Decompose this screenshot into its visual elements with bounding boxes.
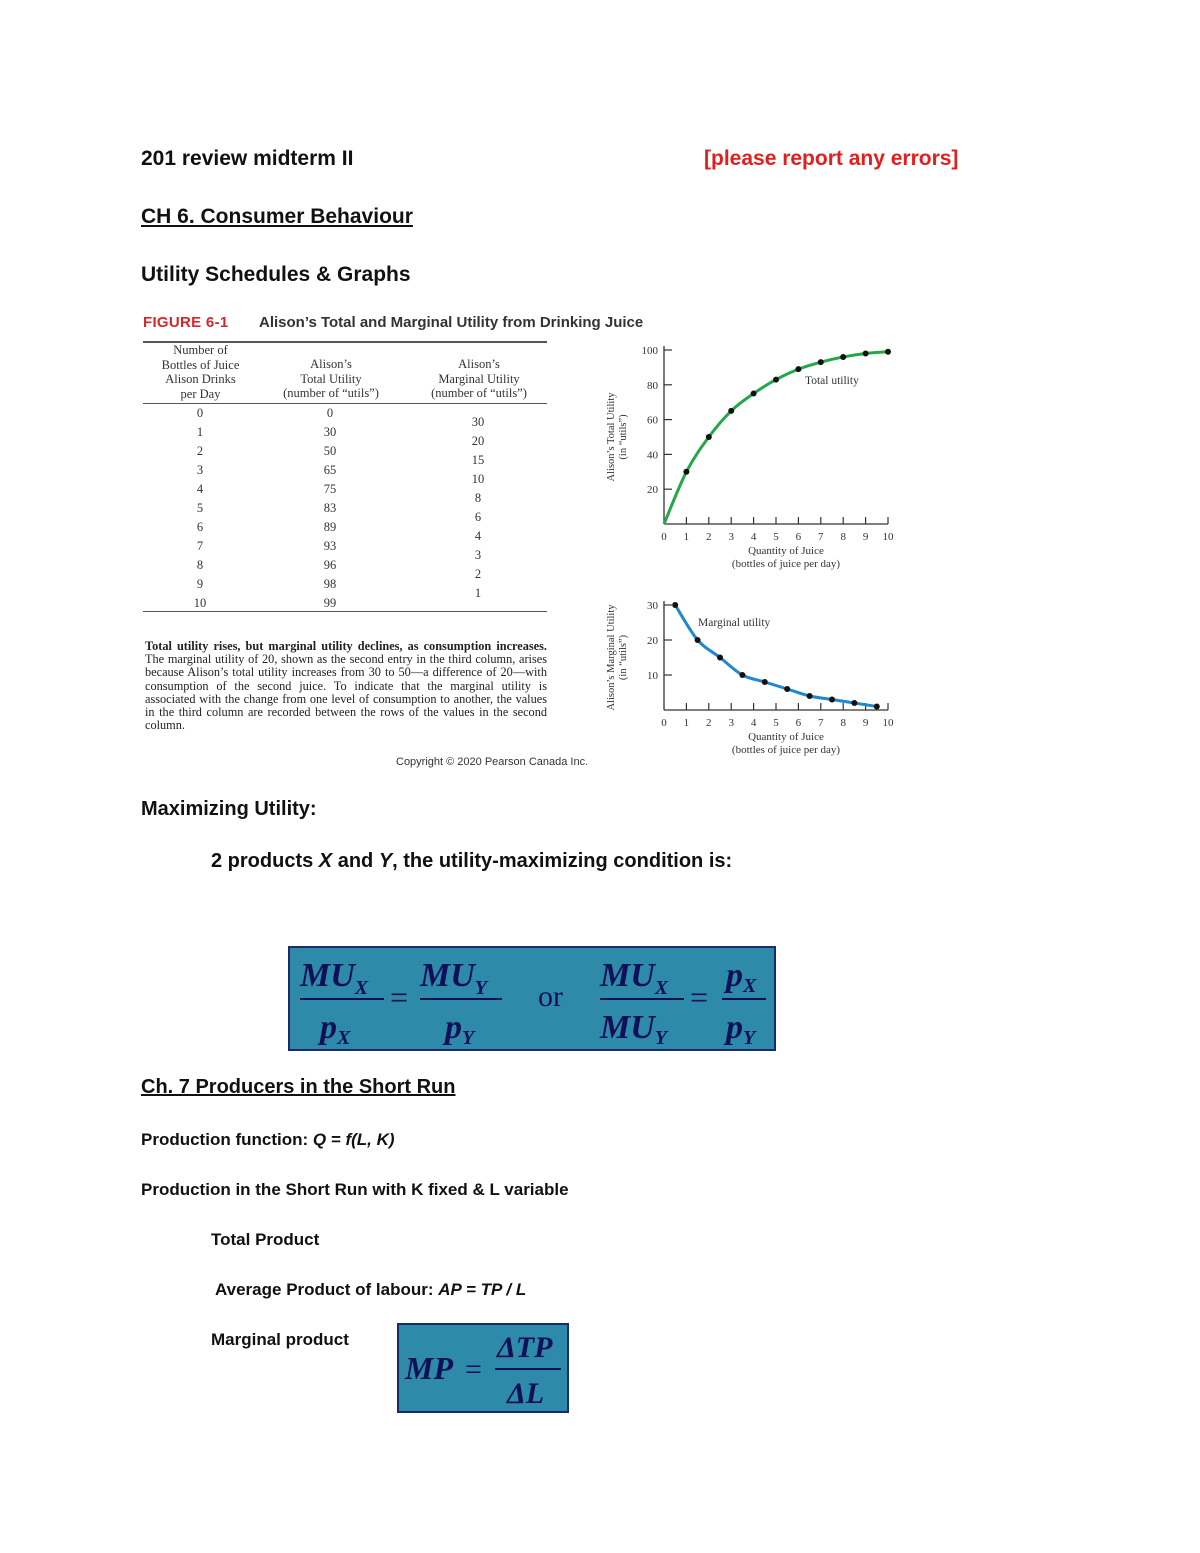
total-utility-y-label <box>606 392 629 482</box>
table-cell-marginal-utility: 1 <box>474 586 482 600</box>
total-utility-data-point <box>683 469 689 475</box>
table-cell-total-utility: 50 <box>323 444 337 458</box>
marginal-utility-x-label: (bottles of juice per day) <box>731 744 841 756</box>
total-utility-data-point <box>840 354 846 360</box>
figure-label: FIGURE 6-1 <box>143 314 229 331</box>
utility-max-formula <box>290 948 774 1049</box>
table-cell-marginal-utility: 3 <box>474 548 482 562</box>
total-utility-data-point <box>773 377 779 383</box>
marginal-utility-y-label <box>606 604 629 711</box>
marginal-utility-data-point <box>807 693 813 699</box>
table-cell-quantity: 1 <box>196 425 204 439</box>
table-cell-marginal-utility: 4 <box>474 529 482 543</box>
formula-mu-y-den: MUY <box>600 1009 668 1049</box>
formula-mp: MP <box>405 1350 453 1386</box>
marginal-utility-x-tick-label: 4 <box>750 717 757 729</box>
formula-delta-tp: ΔTP <box>497 1331 553 1364</box>
marginal-product-formula <box>399 1325 567 1411</box>
total-utility-y-tick-label: 100 <box>641 345 658 357</box>
table-cell-marginal-utility: 20 <box>471 434 485 448</box>
marginal-utility-x-tick-label: 3 <box>728 717 734 729</box>
utility-table <box>143 341 547 611</box>
average-product-line: Average Product of labour: AP = TP / L <box>215 1280 527 1299</box>
marginal-utility-y-tick-label: 10 <box>647 670 658 682</box>
total-utility-x-tick-label: 4 <box>750 531 757 543</box>
formula-mu-x-num-2: $MU_X$ <box>600 957 669 999</box>
formula-mu-x-num: $MU_X$ <box>300 957 369 999</box>
table-cell-quantity: 0 <box>196 406 204 420</box>
maximizing-condition: 2 products X and Y, the utility-maximizing condition is: <box>211 850 733 872</box>
maximizing-heading: Maximizing Utility: <box>141 798 317 820</box>
marginal-utility-x-tick-label: 10 <box>882 717 894 729</box>
ch7-heading: Ch. 7 Producers in the Short Run <box>141 1076 456 1098</box>
total-utility-x-label: (bottles of juice per day) <box>731 558 841 570</box>
table-cell-quantity: 6 <box>196 520 204 534</box>
marginal-utility-data-point <box>739 672 745 678</box>
total-utility-y-tick-label: 40 <box>647 449 658 462</box>
marginal-utility-data-point <box>874 704 880 710</box>
formula-mu-y-num: $MU_Y$ <box>420 957 488 999</box>
table-cell-quantity: 9 <box>196 577 204 591</box>
table-cell-total-utility: 65 <box>323 463 337 477</box>
ch6-heading: CH 6. Consumer Behaviour <box>141 205 413 228</box>
copyright: Copyright © 2020 Pearson Canada Inc. <box>396 756 589 768</box>
total-utility-x-tick-label: 5 <box>773 531 779 543</box>
total-product-label: Total Product <box>211 1230 320 1249</box>
table-cell-total-utility: 30 <box>323 425 337 439</box>
table-cell-marginal-utility: 30 <box>471 415 485 429</box>
total-utility-chart <box>598 338 908 573</box>
total-utility-data-point <box>728 408 734 414</box>
total-utility-x-tick-label: 10 <box>882 531 894 543</box>
formula-or: or <box>538 980 563 1013</box>
formula-p-x-num: pX <box>726 957 757 997</box>
table-header-quantity: Number of Bottles of Juice Alison Drinks per Day <box>161 343 240 401</box>
table-cell-total-utility: 89 <box>323 520 337 534</box>
total-utility-data-point <box>706 434 712 440</box>
figure-caption <box>145 640 547 732</box>
table-cell-total-utility: 75 <box>323 482 337 496</box>
marginal-utility-y-tick-label: 20 <box>647 635 658 647</box>
total-utility-series-label: Total utility <box>805 375 859 387</box>
total-utility-x-tick-label: 9 <box>862 531 869 543</box>
table-cell-quantity: 4 <box>196 482 204 496</box>
marginal-utility-data-point <box>672 602 678 608</box>
marginal-utility-x-tick-label: 6 <box>795 717 802 729</box>
table-header-total: Alison’s Total Utility (number of “utils”) <box>283 357 379 400</box>
total-utility-x-tick-label: 2 <box>706 531 712 543</box>
table-cell-total-utility: 0 <box>326 406 334 420</box>
formula-mp-equals: = <box>465 1353 482 1386</box>
formula-delta-l: ΔL <box>507 1377 545 1410</box>
marginal-utility-x-tick-label: 7 <box>818 717 824 729</box>
production-function-line: Production function: Q = f(L, K) <box>141 1130 395 1149</box>
marginal-utility-y-label-line: Alison’s Marginal Utility <box>606 604 617 711</box>
caption-text: The marginal utility of 20, shown as the second entry in the third column, arises because Alison’s total utility increases from 30 to 50—a difference of 20—with consumption of the second juice. To indicate that the marginal utility is associated with the change from one level of consumption to another, the values in the third column are recorded between the rows of the values in the second column. <box>145 652 547 733</box>
total-utility-data-point <box>795 366 801 372</box>
table-cell-quantity: 2 <box>196 444 204 458</box>
total-utility-data-point <box>863 350 869 356</box>
formula-equals-2: = <box>690 979 709 1015</box>
marginal-utility-data-point <box>717 655 723 661</box>
marginal-product-label: Marginal product <box>211 1330 349 1349</box>
marginal-utility-x-tick-label: 0 <box>661 717 667 729</box>
total-utility-x-tick-label: 6 <box>795 531 802 543</box>
table-cell-quantity: 5 <box>196 501 204 515</box>
total-utility-x-tick-label: 7 <box>818 531 824 543</box>
marginal-utility-y-label-line: (in “utils”) <box>618 634 629 681</box>
total-utility-y-tick-label: 80 <box>647 379 658 392</box>
total-utility-y-label-line: (in “utils”) <box>618 414 629 460</box>
table-cell-quantity: 8 <box>196 558 204 572</box>
marginal-utility-x-tick-label: 2 <box>706 717 712 729</box>
marginal-utility-data-point <box>762 679 768 685</box>
marginal-utility-data-point <box>784 686 790 692</box>
marginal-utility-x-tick-label: 1 <box>683 717 690 729</box>
marginal-product-formula-box <box>397 1323 569 1413</box>
figure-title: Alison’s Total and Marginal Utility from Drinking Juice <box>259 314 644 331</box>
report-errors-note: [please report any errors] <box>704 147 959 170</box>
table-column-marginal-utility <box>463 413 493 603</box>
utility-heading: Utility Schedules & Graphs <box>141 263 411 286</box>
table-column-total-utility <box>315 404 345 613</box>
marginal-utility-y-tick-label: 30 <box>647 600 658 612</box>
total-utility-y-tick-label: 60 <box>647 414 658 427</box>
total-utility-data-point <box>818 359 824 365</box>
table-cell-quantity: 3 <box>196 463 204 477</box>
table-cell-marginal-utility: 2 <box>474 567 482 581</box>
table-cell-total-utility: 93 <box>323 539 337 553</box>
utility-max-formula-box <box>288 946 776 1051</box>
table-cell-quantity: 7 <box>196 539 204 553</box>
total-utility-x-tick-label: 8 <box>840 531 846 543</box>
table-cell-total-utility: 83 <box>323 501 337 515</box>
marginal-utility-series-label: Marginal utility <box>698 617 771 629</box>
doc-title: 201 review midterm II <box>141 147 354 170</box>
table-cell-total-utility: 96 <box>323 558 337 572</box>
table-column-quantity <box>189 404 211 613</box>
total-utility-x-tick-label: 0 <box>661 531 667 543</box>
table-cell-marginal-utility: 15 <box>471 453 485 467</box>
formula-equals-1: = <box>390 979 409 1015</box>
total-utility-data-point <box>751 391 757 397</box>
total-utility-x-tick-label: 3 <box>728 531 734 543</box>
marginal-utility-x-tick-label: 5 <box>773 717 779 729</box>
table-header-marginal: Alison’s Marginal Utility (number of “utils”) <box>431 357 527 400</box>
total-utility-y-tick-label: 20 <box>647 484 658 497</box>
total-utility-x-label: Quantity of Juice <box>748 545 824 557</box>
total-utility-y-label-line: Alison’s Total Utility <box>606 392 617 482</box>
table-cell-marginal-utility: 6 <box>474 510 482 524</box>
marginal-utility-x-tick-label: 8 <box>840 717 846 729</box>
table-cell-total-utility: 98 <box>323 577 337 591</box>
marginal-utility-data-point <box>695 637 701 643</box>
table-cell-total-utility: 99 <box>323 596 337 610</box>
table-cell-marginal-utility: 10 <box>471 472 485 486</box>
marginal-utility-chart <box>598 592 908 762</box>
caption-bold: Total utility rises, but marginal utility declines, as consumption increases. <box>145 639 547 653</box>
formula-p-x-den: pX <box>320 1009 351 1049</box>
marginal-utility-x-label: Quantity of Juice <box>748 731 824 743</box>
formula-p-y-den-2: pY <box>726 1009 756 1049</box>
table-cell-quantity: 10 <box>193 596 207 610</box>
total-utility-x-tick-label: 1 <box>683 531 690 543</box>
marginal-utility-data-point <box>829 697 835 703</box>
marginal-utility-x-tick-label: 9 <box>862 717 869 729</box>
total-utility-data-point <box>885 349 891 355</box>
short-run-line: Production in the Short Run with K fixed & L variable <box>141 1180 569 1199</box>
table-cell-marginal-utility: 8 <box>474 491 482 505</box>
marginal-utility-data-point <box>851 700 857 706</box>
formula-p-y-den: pY <box>445 1009 475 1049</box>
